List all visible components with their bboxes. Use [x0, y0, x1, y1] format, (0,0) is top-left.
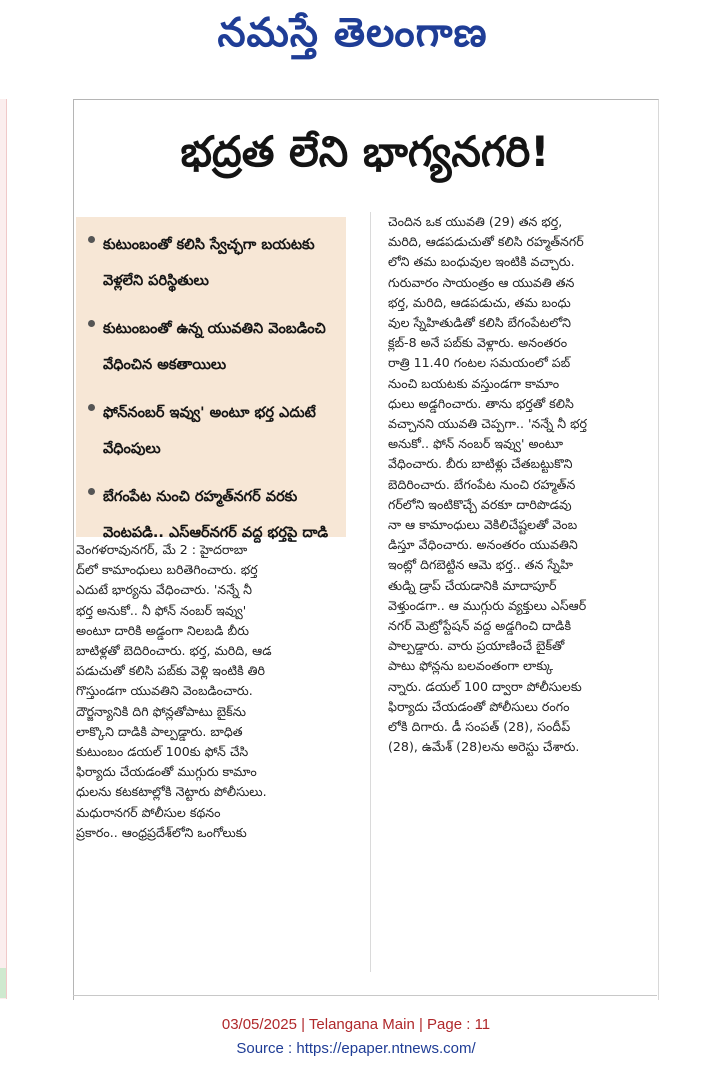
bullet-icon — [88, 404, 95, 411]
highlight-text: కుటుంబంతో ఉన్న యువతిని వెంబడించి వేధించిన అకతాయిలు — [103, 321, 326, 373]
adjacent-article-mark — [0, 968, 6, 998]
highlight-text: బేగంపేట నుంచి రహ్మత్‌నగర్ వరకు వెంటపడి.. ఎస్ఆర్‌నగర్ వద్ద భర్తపై దాడి — [103, 489, 329, 541]
article-body-right-column: చెందిన ఒక యువతి (29) తన భర్త, మరిది, ఆడపడుచుతో కలిసి రహ్మత్‌నగర్ లోని తమ బంధువుల ఇంటికి వచ్చారు. గురువారం సాయంత్రం ఆ యువతి తన భర్త, మరిది, ఆడపడుచు, తమ బంధు వుల స్నేహితుడితో కలిసి బేగంపేటలోని క్లబ్-8 అనే పబ్‌కు వెళ్లారు. అనంతరం రాత్రి 11.40 గంటల సమయంలో పబ్ నుంచి బయటకు వస్తుండగా కామాం ధులు అడ్డగించారు. తాను భర్తతో కలిసి వచ్చానని యువతి చెప్పగా.. 'నన్నే నీ భర్త అనుకో.. ఫోన్ నంబర్ ఇవ్వు' అంటూ వేధించారు. బీరు బాటిళ్లు చేతబట్టుకొని బెదిరించారు. బేగంపేట నుంచి రహ్మత్‌న గర్‌లోని ఇంటికొచ్చే వరకూ దారిపొడవు నా ఆ కామాంధులు వెకిలిచేష్టలతో వెంబ డిస్తూ వేధించారు. అనంతరం యువతిని ఇంట్లో దిగబెట్టిన ఆమె భర్త.. తన స్నేహి తుడ్ని డ్రాప్ చేయడానికి మాదాపూర్ వెళ్తుండగా.. ఆ ముగ్గురు వ్యక్తులు ఎస్ఆర్ నగర్ మెట్రోస్టేషన్ వద్ద అడ్డగించి దాడికి పాల్పడ్డారు. వారు ప్రయాణించే బైక్‌తో పాటు ఫోన్లను బలవంతంగా లాక్కు న్నారు. డయల్ 100 ద్వారా పోలీసులకు ఫిర్యాదు చేయడంతో పోలీసులు రంగం లోకి దిగారు. డీ సంపత్ (28), సందీప్ (28), ఉమేశ్ (28)లను అరెస్టు చేశారు. — [388, 214, 587, 755]
highlight-item — [84, 395, 338, 467]
newspaper-masthead: నమస్తే తెలంగాణ — [217, 10, 488, 56]
highlights-box — [76, 217, 346, 541]
highlight-text: కుటుంబంతో కలిసి స్వేచ్ఛగా బయటకు వెళ్లలేని పరిస్థితులు — [103, 237, 315, 289]
highlight-text: ఫోన్‌నంబర్ ఇవ్వు' అంటూ భర్త ఎదుటే వేధింపులు — [103, 405, 316, 457]
highlight-item — [84, 227, 338, 299]
adjacent-article-edge — [0, 99, 7, 999]
bottom-rule — [73, 995, 657, 996]
highlight-item — [84, 311, 338, 383]
article-body-left-column: వెంగళరావునగర్, మే 2 : హైదరాబా ద్‌లో కామాంధులు బరితెగించారు. భర్త ఎదుటే భార్యను వేధించారు. 'నన్నే నీ భర్త అనుకో.. నీ ఫోన్ నంబర్ ఇవ్వు' అంటూ దారికి అడ్డంగా నిలబడి బీరు బాటిళ్లతో బెదిరించారు. భర్త, మరిది, ఆడ పడుచుతో కలిసి పబ్‌కు వెళ్లి ఇంటికి తిరి గొస్తుండగా యువతిని వెంబడించారు. దౌర్జన్యానికి దిగి ఫోన్లతోపాటు బైక్‌ను లాక్కొని దాడికి పాల్పడ్డారు. బాధిత కుటుంబం డయల్ 100కు ఫోన్ చేసి ఫిర్యాదు చేయడంతో ముగ్గురు కామాం ధులను కటకటాల్లోకి నెట్టారు పోలీసులు. మధురానగర్ పోలీసుల కథనం ప్రకారం.. ఆంధ్రప్రదేశ్‌లోని ఒంగోలుకు — [76, 542, 272, 840]
article-headline: భద్రత లేని భాగ్యనగరి! — [180, 127, 550, 176]
edition-info: 03/05/2025 | Telangana Main | Page : 11 — [221, 1016, 491, 1033]
source-link[interactable]: Source : https://epaper.ntnews.com/ — [236, 1040, 476, 1057]
bullet-icon — [88, 236, 95, 243]
bullet-icon — [88, 320, 95, 327]
bullet-icon — [88, 488, 95, 495]
column-divider — [370, 212, 371, 972]
